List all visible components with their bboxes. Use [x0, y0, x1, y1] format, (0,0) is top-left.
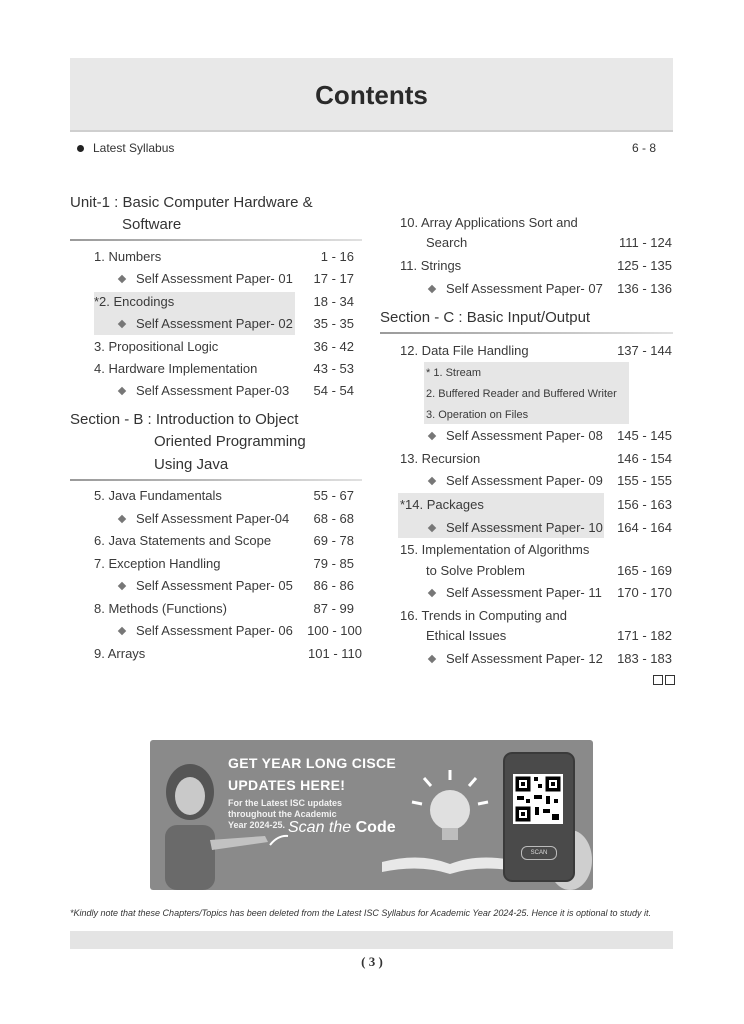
- toc-pages: 170 - 170: [617, 585, 672, 600]
- footnote: *Kindly note that these Chapters/Topics has been deleted from the Latest ISC Syllabus for Academic Year 2024-25. Hence it is optional to study it.: [70, 908, 652, 918]
- diamond-bullet-icon: [118, 627, 126, 635]
- banner-scan-text: Scan the Code: [288, 819, 396, 836]
- toc-pages: 55 - 67: [313, 488, 354, 503]
- toc-entry: 4. Hardware Implementation: [94, 361, 258, 376]
- toc-entry: *14. Packages: [400, 497, 484, 512]
- toc-pages: 86 - 86: [313, 578, 354, 593]
- latest-syllabus-label: Latest Syllabus: [93, 141, 175, 155]
- toc-entry: 8. Methods (Functions): [94, 601, 227, 616]
- section-c-heading: Section - C : Basic Input/Output: [380, 309, 591, 326]
- toc-entry: Ethical Issues: [426, 628, 507, 643]
- section-b-heading-line1: Section - B : Introduction to Object: [70, 411, 299, 428]
- toc-entry: to Solve Problem: [426, 563, 525, 578]
- toc-entry: Self Assessment Paper- 10: [446, 520, 603, 535]
- toc-pages: 183 - 183: [617, 651, 672, 666]
- toc-pages: 125 - 135: [617, 258, 672, 273]
- toc-entry: Self Assessment Paper- 06: [136, 623, 293, 638]
- toc-pages: 155 - 155: [617, 473, 672, 488]
- toc-pages: 100 - 100: [307, 623, 362, 638]
- toc-entry: 3. Propositional Logic: [94, 339, 219, 354]
- toc-pages: 17 - 17: [313, 271, 354, 286]
- toc-entry: 5. Java Fundamentals: [94, 488, 222, 503]
- toc-pages: 101 - 110: [308, 646, 362, 661]
- toc-entry: Search: [426, 235, 468, 250]
- toc-entry: 13. Recursion: [400, 451, 481, 466]
- toc-entry: 12. Data File Handling: [400, 343, 529, 358]
- toc-entry: 11. Strings: [400, 258, 462, 273]
- diamond-bullet-icon: [118, 275, 126, 283]
- diamond-bullet-icon: [428, 477, 436, 485]
- toc-pages: 54 - 54: [313, 383, 354, 398]
- unit1-heading-line1: Unit-1 : Basic Computer Hardware &: [70, 194, 313, 211]
- section-b-heading-line3: Using Java: [154, 456, 229, 473]
- end-mark-icon: [653, 672, 677, 690]
- toc-entry: Self Assessment Paper- 09: [446, 473, 603, 488]
- toc-entry: Self Assessment Paper- 12: [446, 651, 603, 666]
- qr-code-icon[interactable]: [513, 774, 563, 824]
- toc-pages: 18 - 34: [313, 294, 354, 309]
- toc-pages: 171 - 182: [617, 628, 672, 643]
- page-title: Contents: [315, 80, 428, 110]
- toc-entry: 10. Array Applications Sort and: [400, 215, 578, 230]
- diamond-bullet-icon: [428, 432, 436, 440]
- toc-pages: 43 - 53: [313, 361, 354, 376]
- toc-entry: Self Assessment Paper-03: [136, 383, 290, 398]
- toc-entry: 16. Trends in Computing and: [400, 608, 567, 623]
- toc-entry: Self Assessment Paper- 11: [446, 585, 602, 600]
- toc-subtopic: * 1. Stream: [426, 367, 482, 379]
- diamond-bullet-icon: [118, 515, 126, 523]
- section-c-rule: [380, 332, 673, 334]
- toc-entry: Self Assessment Paper-04: [136, 511, 290, 526]
- title-band: [70, 58, 673, 130]
- latest-syllabus-pages: 6 - 8: [631, 141, 656, 155]
- banner-headline-line1: GET YEAR LONG CISCE: [228, 755, 397, 771]
- diamond-bullet-icon: [428, 655, 436, 663]
- section-b-rule: [70, 479, 362, 481]
- banner-headline-line2: UPDATES HERE!: [228, 777, 346, 793]
- toc-pages: 69 - 78: [313, 533, 354, 548]
- toc-pages: 68 - 68: [313, 511, 354, 526]
- toc-pages: 137 - 144: [617, 343, 672, 358]
- toc-pages: 111 - 124: [618, 235, 672, 250]
- scan-button[interactable]: SCAN: [521, 846, 557, 860]
- toc-subtopic: 3. Operation on Files: [426, 409, 529, 421]
- diamond-bullet-icon: [118, 582, 126, 590]
- toc-pages: 1 - 16: [320, 249, 354, 264]
- toc-entry: Self Assessment Paper- 08: [446, 428, 603, 443]
- banner-subtext: For the Latest ISC updates throughout the Academic Year 2024-25.: [228, 798, 343, 830]
- bullet-icon: [77, 145, 84, 152]
- page-number: ( 3 ): [361, 954, 383, 969]
- toc-entry: 15. Implementation of Algorithms: [400, 542, 590, 557]
- toc-entry: 7. Exception Handling: [94, 556, 221, 571]
- toc-pages: 87 - 99: [313, 601, 354, 616]
- promo-banner[interactable]: [150, 740, 593, 890]
- toc-entry: 6. Java Statements and Scope: [94, 533, 272, 548]
- toc-pages: 136 - 136: [617, 281, 672, 296]
- diamond-bullet-icon: [118, 387, 126, 395]
- toc-entry: 9. Arrays: [94, 646, 146, 661]
- toc-pages: 145 - 145: [617, 428, 672, 443]
- phone-icon: [503, 752, 575, 882]
- toc-pages: 156 - 163: [617, 497, 672, 512]
- toc-entry: Self Assessment Paper- 07: [446, 281, 603, 296]
- toc-pages: 165 - 169: [617, 563, 672, 578]
- toc-entry: *2. Encodings: [94, 294, 175, 309]
- title-rule: [70, 130, 673, 132]
- unit1-heading-line2: Software: [122, 216, 182, 233]
- toc-pages: 36 - 42: [313, 339, 354, 354]
- bottom-band: [70, 931, 673, 949]
- diamond-bullet-icon: [428, 589, 436, 597]
- toc-entry: Self Assessment Paper- 05: [136, 578, 293, 593]
- unit1-rule: [70, 239, 362, 241]
- toc-subtopic: 2. Buffered Reader and Buffered Writer: [426, 388, 617, 400]
- toc-pages: 79 - 85: [313, 556, 354, 571]
- diamond-bullet-icon: [428, 285, 436, 293]
- toc-entry: Self Assessment Paper- 01: [136, 271, 293, 286]
- toc-entry: 1. Numbers: [94, 249, 162, 264]
- toc-pages: 164 - 164: [617, 520, 672, 535]
- toc-entry: Self Assessment Paper- 02: [136, 316, 293, 331]
- toc-pages: 146 - 154: [617, 451, 672, 466]
- section-b-heading-line2: Oriented Programming: [154, 433, 306, 450]
- toc-pages: 35 - 35: [313, 316, 354, 331]
